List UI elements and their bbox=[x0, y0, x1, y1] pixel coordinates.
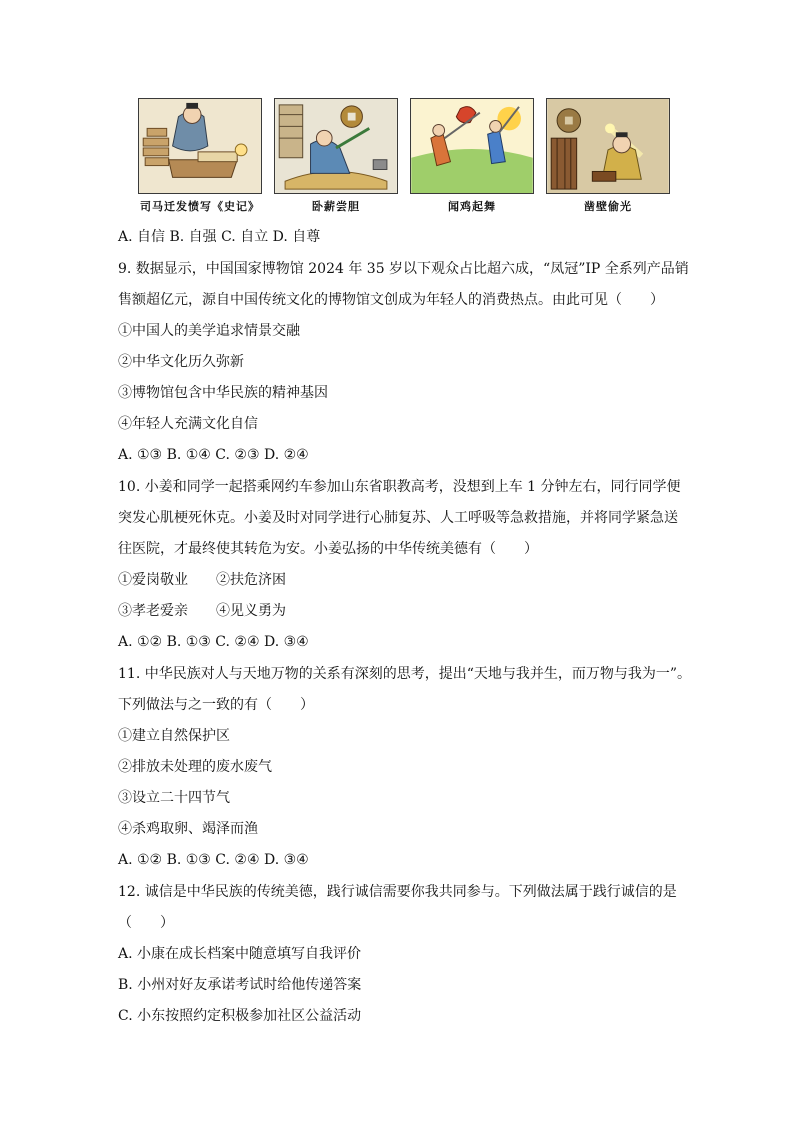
q11-item-4: ④杀鸡取卵、竭泽而渔 bbox=[118, 821, 258, 837]
q10-stem-line-3: 往医院，才最终使其转危为安。小姜弘扬的中华传统美德有（ ） bbox=[118, 541, 538, 557]
illustration-caption: 凿壁偷光 bbox=[584, 200, 632, 213]
q10-items-row-1: ①爱岗敬业 ②扶危济困 bbox=[118, 572, 286, 588]
rising-at-cockcrow-illustration bbox=[410, 98, 534, 194]
q10-options: A. ①② B. ①③ C. ②④ D. ③④ bbox=[118, 634, 309, 650]
q10-items-row-2: ③孝老爱亲 ④见义勇为 bbox=[118, 603, 286, 619]
q9-item-4: ④年轻人充满文化自信 bbox=[118, 416, 258, 432]
q9-item-3: ③博物馆包含中华民族的精神基因 bbox=[118, 385, 328, 401]
q10-stem-line-2: 突发心肌梗死休克。小姜及时对同学进行心肺复苏、人工呼吸等急救措施，并将同学紧急送 bbox=[118, 510, 678, 526]
illustration-panel-3 bbox=[410, 98, 534, 214]
q9-options: A. ①③ B. ①④ C. ②③ D. ②④ bbox=[118, 447, 309, 463]
illustration-caption: 司马迁发愤写《史记》 bbox=[140, 200, 260, 213]
q10-stem-line-1: 10. 小姜和同学一起搭乘网约车参加山东省职教高考，没想到上车 1 分钟左右，同行同学便 bbox=[118, 479, 681, 495]
illustration-panel-2 bbox=[274, 98, 398, 214]
q11-stem-line-2: 下列做法与之一致的有（ ） bbox=[118, 697, 314, 713]
q12-stem-line-2: （ ） bbox=[118, 915, 174, 931]
q11-stem-line-1: 11. 中华民族对人与天地万物的关系有深刻的思考，提出“天地与我并生，而万物与我为一”。 bbox=[118, 666, 692, 682]
illustration-caption: 卧薪尝胆 bbox=[312, 200, 360, 213]
q9-item-2: ②中华文化历久弥新 bbox=[118, 354, 244, 370]
sima-qian-writing-illustration bbox=[138, 98, 262, 194]
illustration-caption: 闻鸡起舞 bbox=[448, 200, 496, 213]
q12-option-b: B. 小州对好友承诺考试时给他传递答案 bbox=[118, 977, 362, 993]
q12-option-a: A. 小康在成长档案中随意填写自我评价 bbox=[118, 946, 362, 962]
q9-stem-line-1: 9. 数据显示，中国国家博物馆 2024 年 35 岁以下观众占比超六成，“凤冠”IP 全系列产品销 bbox=[118, 261, 689, 277]
sleeping-on-brushwood-illustration bbox=[274, 98, 398, 194]
illustration-panel-4 bbox=[546, 98, 670, 214]
illustration-panel-1 bbox=[138, 98, 262, 214]
illustration-strip bbox=[138, 98, 672, 218]
q8-options: A. 自信 B. 自强 C. 自立 D. 自尊 bbox=[118, 229, 321, 245]
q11-item-1: ①建立自然保护区 bbox=[118, 728, 230, 744]
boring-wall-for-light-illustration bbox=[546, 98, 670, 194]
q11-item-2: ②排放未处理的废水废气 bbox=[118, 759, 272, 775]
q11-item-3: ③设立二十四节气 bbox=[118, 790, 230, 806]
q12-stem-line-1: 12. 诚信是中华民族的传统美德，践行诚信需要你我共同参与。下列做法属于践行诚信的是 bbox=[118, 884, 677, 900]
q9-stem-line-2: 售额超亿元，源自中国传统文化的博物馆文创成为年轻人的消费热点。由此可见（ ） bbox=[118, 292, 664, 308]
q9-item-1: ①中国人的美学追求情景交融 bbox=[118, 323, 300, 339]
q12-option-c: C. 小东按照约定积极参加社区公益活动 bbox=[118, 1008, 362, 1024]
q11-options: A. ①② B. ①③ C. ②④ D. ③④ bbox=[118, 852, 309, 868]
